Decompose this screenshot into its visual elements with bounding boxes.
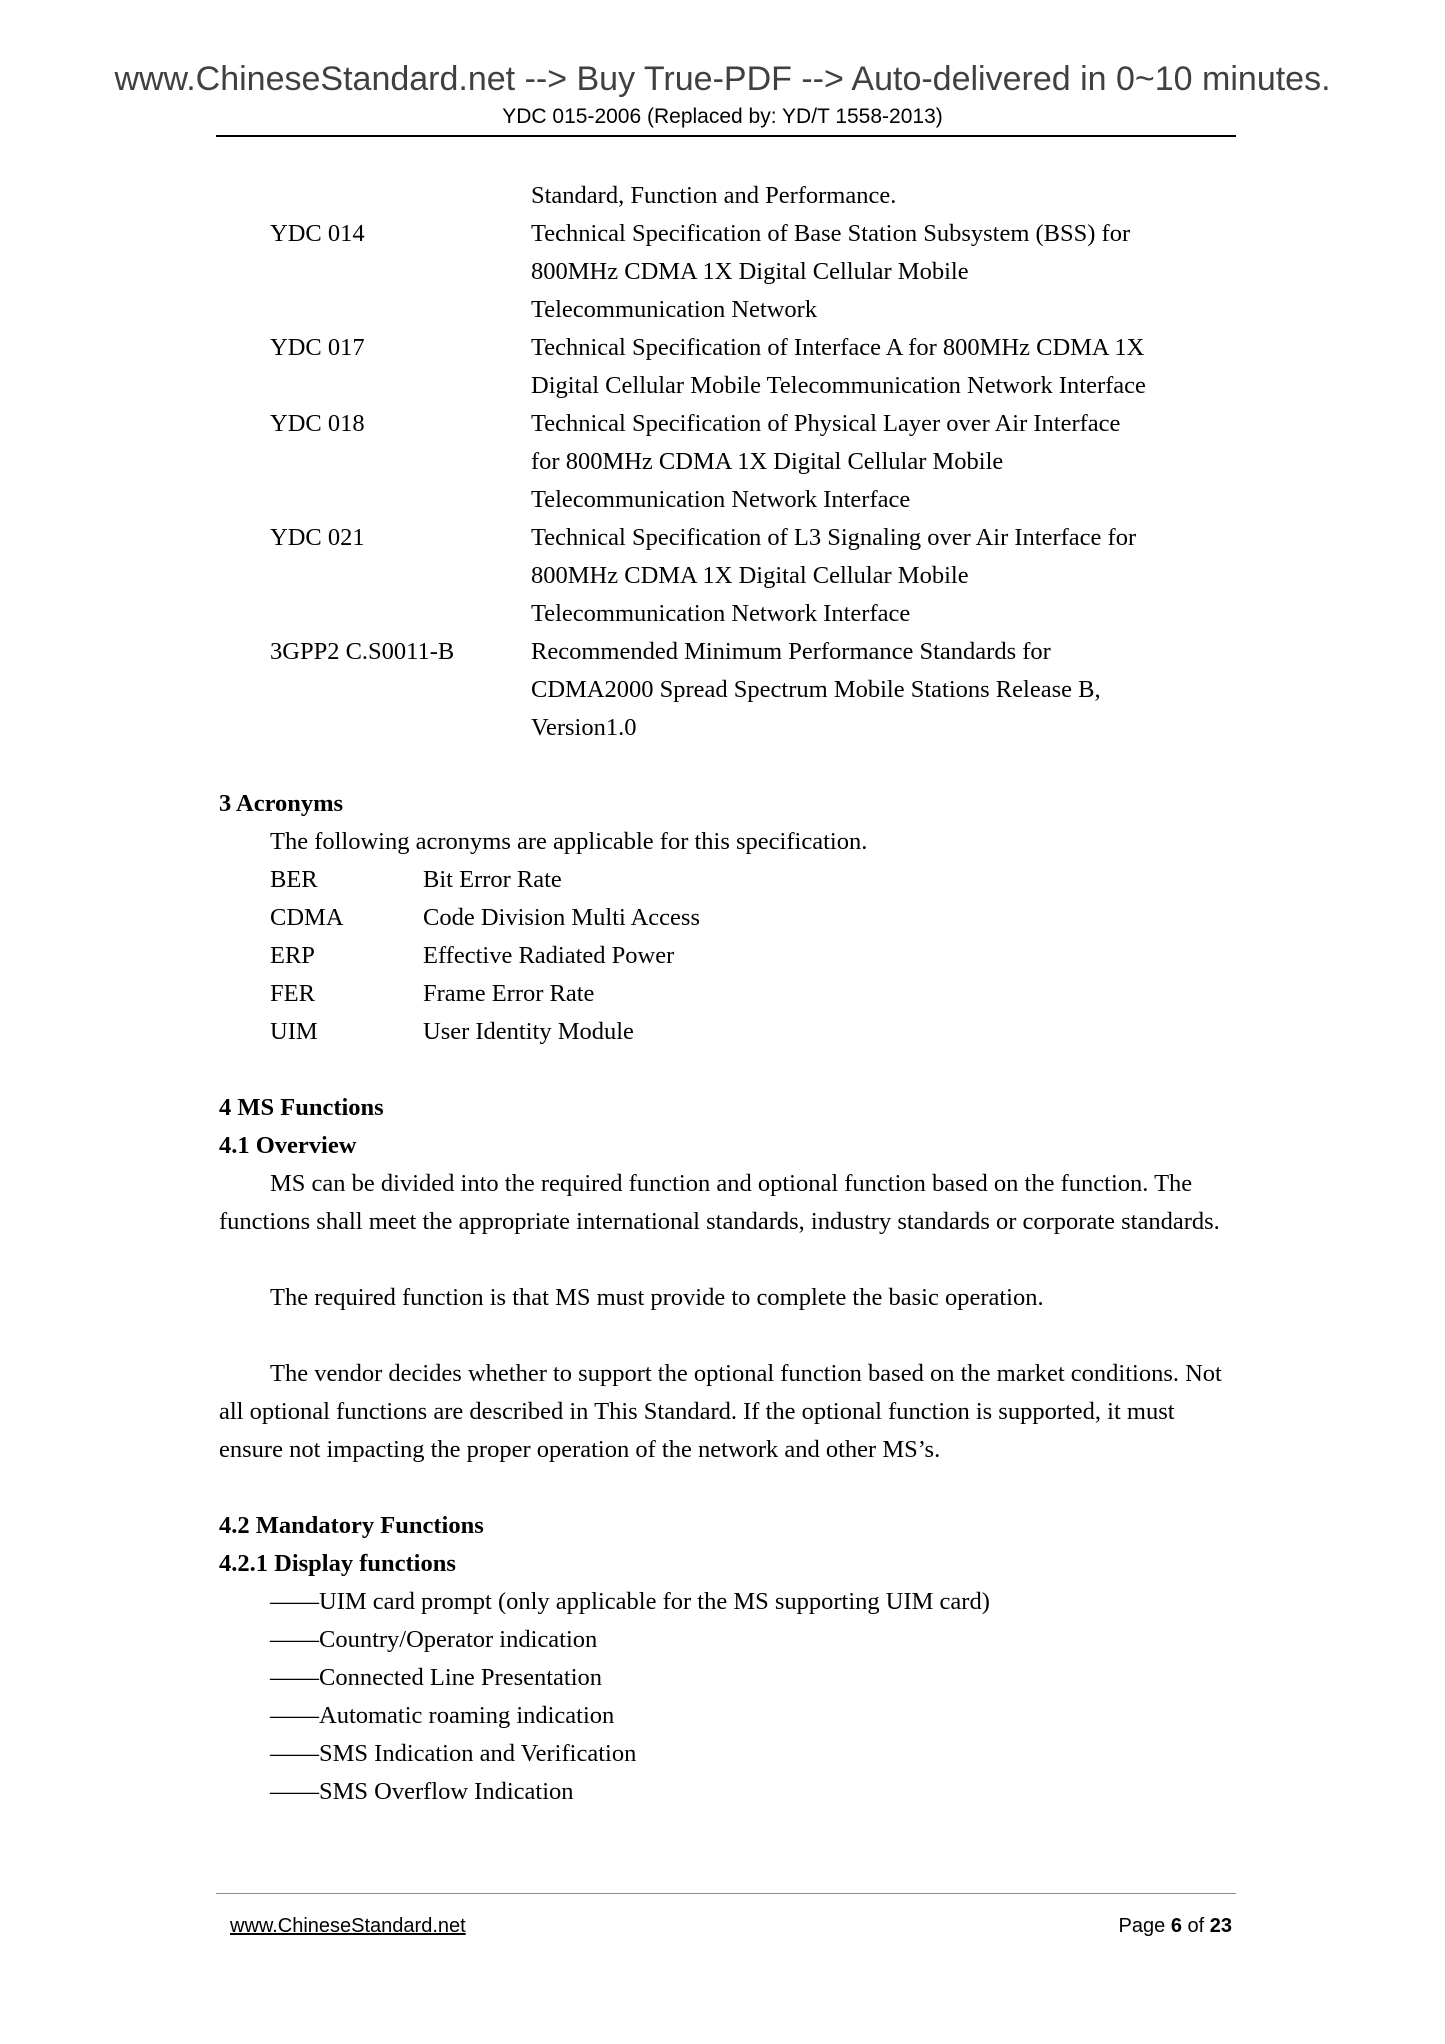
footer-divider <box>216 1893 1236 1894</box>
reference-row <box>219 557 1239 595</box>
page-label: Page <box>1118 1915 1166 1937</box>
acronym-abbr: BER <box>270 866 318 893</box>
page-of-label: of <box>1187 1915 1205 1937</box>
acronym-row <box>219 975 1239 1013</box>
reference-row <box>219 253 1239 291</box>
acronym-meaning: Frame Error Rate <box>423 980 595 1007</box>
reference-title-line: Telecommunication Network Interface <box>531 486 911 513</box>
reference-row <box>219 291 1239 329</box>
acronyms-intro: The following acronyms are applicable for this specification. <box>270 828 868 855</box>
acronym-abbr: CDMA <box>270 904 344 931</box>
promo-banner: www.ChineseStandard.net --> Buy True-PDF --> Auto-delivered in 0~10 minutes. <box>114 60 1331 98</box>
acronym-meaning: Code Division Multi Access <box>423 904 700 931</box>
reference-code: YDC 021 <box>270 524 365 551</box>
acronym-abbr: ERP <box>270 942 315 969</box>
reference-title-line: Technical Specification of Base Station Subsystem (BSS) for <box>531 220 1131 247</box>
reference-row <box>219 519 1239 557</box>
footer-website-link[interactable]: www.ChineseStandard.net <box>230 1915 466 1937</box>
list-item: ——Country/Operator indication <box>270 1626 598 1653</box>
list-item: ——SMS Indication and Verification <box>270 1740 637 1767</box>
display-functions-heading: 4.2.1 Display functions <box>219 1550 456 1577</box>
reference-title-line: Technical Specification of Interface A for 800MHz CDMA 1X <box>531 334 1145 361</box>
reference-code: YDC 014 <box>270 220 365 247</box>
reference-row <box>219 329 1239 367</box>
page-current: 6 <box>1170 1915 1182 1937</box>
header-divider <box>216 135 1236 137</box>
reference-code: YDC 017 <box>270 334 365 361</box>
reference-row <box>219 367 1239 405</box>
reference-title-line: 800MHz CDMA 1X Digital Cellular Mobile <box>531 562 969 589</box>
reference-row <box>219 633 1239 671</box>
acronym-row <box>219 937 1239 975</box>
reference-title-line: Telecommunication Network Interface <box>531 600 911 627</box>
acronym-abbr: FER <box>270 980 315 1007</box>
reference-row <box>219 709 1239 747</box>
reference-title-line: Technical Specification of Physical Layer over Air Interface <box>531 410 1121 437</box>
display-functions-list <box>219 1583 1239 1811</box>
list-item: ——SMS Overflow Indication <box>270 1778 574 1805</box>
reference-title-line: Version1.0 <box>531 714 637 741</box>
reference-row <box>219 405 1239 443</box>
reference-title-line: Digital Cellular Mobile Telecommunication Network Interface <box>531 372 1146 399</box>
acronym-list <box>219 861 1239 1051</box>
overview-heading: 4.1 Overview <box>219 1132 357 1159</box>
mandatory-functions-heading: 4.2 Mandatory Functions <box>219 1512 484 1539</box>
acronym-meaning: Effective Radiated Power <box>423 942 675 969</box>
list-item: ——Automatic roaming indication <box>270 1702 615 1729</box>
reference-code <box>219 177 531 215</box>
page-number <box>1119 1913 1232 1939</box>
overview-paragraph-3: The vendor decides whether to support the optional function based on the market conditions. Not all optional functions are described in This Standard. If the optional function is supported, it must ensure not impacting the proper operation of the network and other MS’s. <box>219 1360 1222 1463</box>
reference-title-line: Recommended Minimum Performance Standards for <box>531 638 1051 665</box>
page-body <box>219 177 1239 1811</box>
normative-references-list <box>219 177 1239 747</box>
reference-row <box>219 481 1239 519</box>
reference-row <box>219 215 1239 253</box>
reference-row <box>219 671 1239 709</box>
reference-row <box>219 177 1239 215</box>
reference-title-line: for 800MHz CDMA 1X Digital Cellular Mobile <box>531 448 1004 475</box>
reference-row <box>219 443 1239 481</box>
reference-title-line: Standard, Function and Performance. <box>531 182 897 209</box>
list-item: ——UIM card prompt (only applicable for the MS supporting UIM card) <box>270 1588 990 1615</box>
list-item: ——Connected Line Presentation <box>270 1664 603 1691</box>
reference-code: 3GPP2 C.S0011-B <box>270 638 455 665</box>
acronym-abbr: UIM <box>270 1018 318 1045</box>
reference-title-line: Telecommunication Network <box>531 296 818 323</box>
overview-paragraph-1: MS can be divided into the required function and optional function based on the function. The functions shall meet the appropriate international standards, industry standards or corporate standards. <box>219 1170 1220 1235</box>
reference-row <box>219 595 1239 633</box>
reference-code: YDC 018 <box>270 410 365 437</box>
acronym-meaning: User Identity Module <box>423 1018 634 1045</box>
acronyms-heading: 3 Acronyms <box>219 790 344 817</box>
acronym-row <box>219 899 1239 937</box>
acronym-meaning: Bit Error Rate <box>423 866 562 893</box>
reference-title-line: Technical Specification of L3 Signaling over Air Interface for <box>531 524 1137 551</box>
overview-paragraph-2: The required function is that MS must provide to complete the basic operation. <box>270 1284 1044 1311</box>
reference-title-line: CDMA2000 Spread Spectrum Mobile Stations Release B, <box>531 676 1101 703</box>
ms-functions-heading: 4 MS Functions <box>219 1094 384 1121</box>
acronym-row <box>219 861 1239 899</box>
reference-title-line: 800MHz CDMA 1X Digital Cellular Mobile <box>531 258 969 285</box>
acronym-row <box>219 1013 1239 1051</box>
document-id-header: YDC 015-2006 (Replaced by: YD/T 1558-2013) <box>502 105 943 128</box>
page-total: 23 <box>1209 1915 1232 1937</box>
